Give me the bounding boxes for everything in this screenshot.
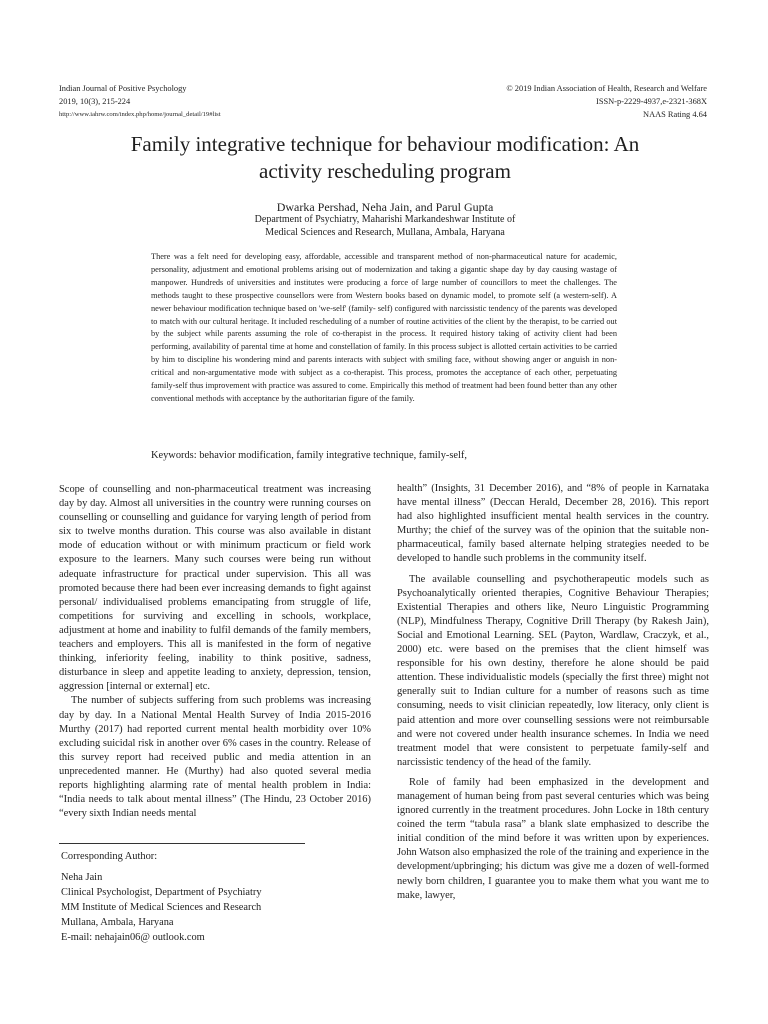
corresponding-author-block [61,849,373,946]
corresponding-heading: Corresponding Author: [61,851,158,862]
body-paragraph: Role of family had been emphasized in the development and management of human being from past several centuries which was being ignored currently in the treatment procedures. John Locke in 18th century coined the term “tabula rasa” a blank slate emphasized to describe the initial condition of the mind before it was written upon by experiences. John Watson also emphasized the role of the training and experience in the development/upbringing; his dictum was give me a dozen of well-formed newly born children, I guarantee you to make them what you want me to make, lawyer, [397,776,709,901]
corresponding-email[interactable]: E-mail: nehajain06@ outlook.com [61,932,205,944]
body-paragraph: health” (Insights, 31 December 2016), and “8% of people in Karnataka have mental illness” (Deccan Herald, December 28, 2016). This report had also highlighted insufficient mental health services in the country. Murthy; the chief of the survey was of the opinion that the suitable non-pharmaceutical, family based alternate helping strategies needed to be developed to handle such problems in the community itself. [397,483,709,565]
journal-url[interactable]: http://www.iahrw.com/index.php/home/journal_detail/19#list [59,111,221,118]
abstract: There was a felt need for developing easy, affordable, accessible and transparent method of non-pharmaceutical nature for academic, personality, adjustment and emotional problems arising out of modernization and taking a gigantic shape day by day causing wastage of manpower. Hundreds of universities and institutes were producing a force of large number of councillors to meet the challenges. The methods taught to these prospective counsellors were from Western books based on dynamic model, to promote self (a western-self). A newer behaviour modification technique based on 'we-self' (family- self) configured with narcissistic tendency of the parents was developed to match with our cultural heritage. It included rescheduling of a number of routine activities of the client by the therapist, to be carried out by the subject while parents assuming the role of co-therapist in the process. It required history taking of activity client had been performing, availability of parental time at home and constellation of family. In this process subject is allotted certain activities to be carried by him to discipline his wondering mind and parents interacts with subject with smiling face, without showing anger or anguish in non-critical and non-argumentative mode with subject as a co-therapist. This process, promotes the acceptance of each other, perpetuating family-self thus improvement with practice was assured to come. Empirically this method of treatment had been found better than any other conventional methods with acceptance by the authoritarian figure of the family. [151,252,617,403]
journal-header-right [506,82,707,121]
body-paragraph: Scope of counselling and non-pharmaceutical treatment was increasing day by day. Almost all universities in the country were running courses on counselling or counselling and guidance for varying length of period from six to twelve months duration. This course was also available in distant mode of education without or with minimum practicum or field work exposure to the learners. Many such courses were being run without adequate infrastructure for practical under supervision. This all was promoted because there had been ever increasing demands to fight against personal/ individualised problems emancipating from struggle of life, competitions for surviving and excelling in schools, workplace, adjustment at home and inability to fulfil demands of the family members, teachers and employers. This all is manifested in the form of negative thinking, inferiority feeling, inability to think positive, sadness, disturbance in sleep and appetite leading to anxiety, depression, tension, aggression [internal or external] etc. [59,484,371,693]
journal-volume: 2019, 10(3), 215-224 [59,97,131,106]
journal-header-left [59,82,221,121]
corresponding-affiliation-2: MM Institute of Medical Sciences and Research [61,902,262,914]
title-line-1: Family integrative technique for behaviour modification: An [130,132,640,156]
affiliation [150,213,620,239]
corresponding-name: Neha Jain [61,872,103,884]
issn-line: ISSN-p-2229-4937,e-2321-368X [596,97,707,106]
footnote-divider [59,843,305,844]
affiliation-line-1: Department of Psychiatry, Maharishi Markandeshwar Institute of [254,214,516,225]
body-paragraph: The number of subjects suffering from such problems was increasing day by day. In a National Mental Health Survey of India 2015-2016 Murthy (2017) had reported current mental health morbidity over 10% excluding suicidal risk in another over 6% cases in the country. Release of this survey report had received public and media attention in an unprecedented manner. He (Murthy) had also quoted several media reports highlighting alarming rate of mental health problem in India: “India needs to talk about mental illness” (The Hindu, 23 October 2016) “every sixth Indian needs mental [59,695,371,820]
author-list: Dwarka Pershad, Neha Jain, and Parul Gupta [276,200,494,214]
corresponding-affiliation-3: Mullana, Ambala, Haryana [61,917,174,929]
corresponding-affiliation-1: Clinical Psychologist, Department of Psychiatry [61,887,262,899]
body-paragraph: The available counselling and psychotherapeutic models such as Psychoanalytically oriented therapies, Cognitive Behaviour Therapies; Existential Therapies and others like, Neuro Linguistic Programming (NLP), Mindfulness Therapy, Cognitive Drill Therapy (by Rakesh Jain), Social and Emotional Learning. SEL (Payton, Wardlaw, Craczyk, et al., 2000) etc. were based on the premises that the client himself was responsible for his own destiny, therefore he alone should be paid attention. These individualistic models (specially the first three) might not generally suit to Indian culture for a number of reasons such as time consuming, needs to visit clinician repeatedly, low literacy, only client is paid attention and more over counselling sessions were not reimbursable and were not covered under health insurance schemes. In India we need treatment model that were consistent to perpetuate family-self and narcissistic tendency of the head of the family. [397,573,709,768]
title-line-2: activity rescheduling program [259,159,511,183]
body-left-column [59,483,371,821]
journal-name: Indian Journal of Positive Psychology [59,84,187,93]
copyright-line: © 2019 Indian Association of Health, Research and Welfare [506,84,707,93]
keywords: Keywords: behavior modification, family integrative technique, family-self, [151,450,467,461]
naas-rating: NAAS Rating 4.64 [643,110,707,119]
affiliation-line-2: Medical Sciences and Research, Mullana, Ambala, Haryana [265,227,505,238]
body-right-column [397,482,709,909]
article-title [95,131,675,185]
